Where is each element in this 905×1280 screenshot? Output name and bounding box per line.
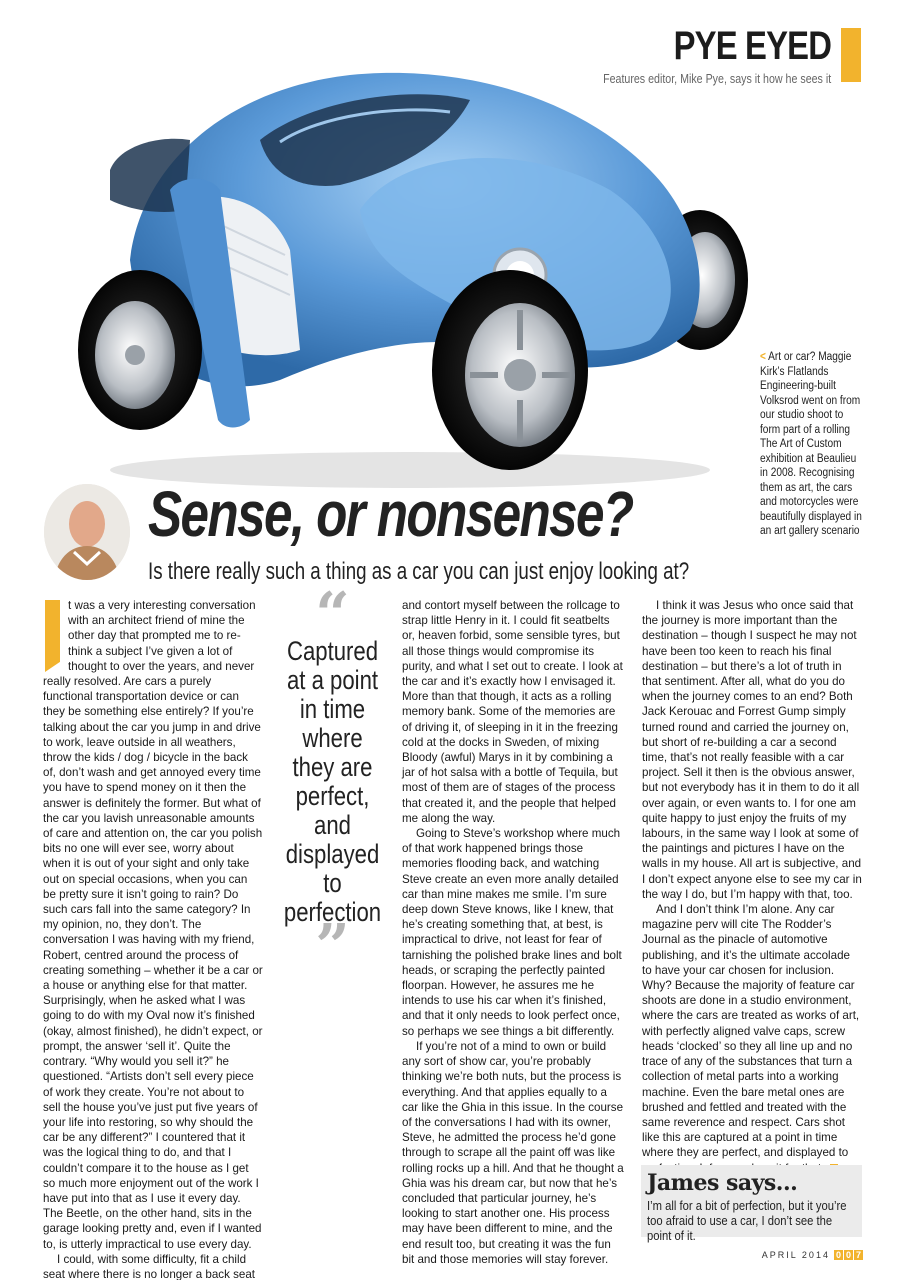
james-says-box bbox=[641, 1165, 862, 1243]
page-digit: 0 bbox=[835, 1250, 841, 1260]
issue-date: APRIL 2014 bbox=[761, 1250, 830, 1260]
body-column-4 bbox=[642, 598, 862, 1176]
drop-cap-i bbox=[45, 600, 60, 672]
caption-text: Art or car? Maggie Kirk’s Flatlands Engineering-built Volksrod went on from our studio shoot to form part of a rolling The Art of Custom exhibition at Beaulieu in 2008. Recognising them as art, the cars and motorcycles were beautifully displayed in an art gallery scenario bbox=[760, 351, 862, 537]
column-accent-bar bbox=[841, 28, 861, 82]
page-footer bbox=[762, 1250, 863, 1260]
body-paragraph: t was a very interesting conversation with an architect friend of mine the other day that prompted me to re-think a subject I’ve given a lot of thought to over the years, and never really resolved. Are cars a purely functional transportation device or can they be something else entirely? If you’re talking about the car you jump in and drive to work, leave outside in all weathers, throw the kids / dog / bicycle in the back of, don’t wash and get annoyed every time you have to spend money on it then the answer is definitely the former. But what of the car you lavish unreasonable amounts of care and attention on, the car you polish bits no one will ever see, worry about when it is out of your sight and only take out on special occasions, when you can be pretty sure it isn’t going to rain? Do such cars fall into the same category? In my opinion, no, they don’t. The conversation I was having with my friend, Robert, centred around the process of creating something – whether it be a car or a house or anything else for that matter. Surprisingly, when he asked what I was going to do with my Oval now it’s finished (okay, almost finished), he didn’t expect, or prompt, the answer ‘sell it’. Quite the contrary. “Why would you sell it?” he questioned. “Artists don’t sell every piece of work they create. You’re not about to sell the house you’ve just put five years of your life into restoring, so why should the car be any different?” I countered that it was the logical thing to do, and that I couldn’t compare it to the house as I get so much more enjoyment out of the work I have put into that as I use it every day. The Beetle, on the other hand, sits in the garage looking pretty and, even if I wanted to, is utterly impractical to use every day. bbox=[43, 599, 263, 1251]
body-paragraph: I think it was Jesus who once said that the journey is more important than the destination – though I suspect he may not have been too keen to reach his final destination – but there’s a lot of truth in that sentiment. After all, what do you do when the journey comes to an end? Both Jack Kerouac and Forrest Gump simply turned round and carried the journey on, but short of re-building a car a second time, that’s not really feasible with a car project. Sell it then is the obvious answer, but not everybody has it in them to do it all over again, or even wants to. I for one am quite happy to just enjoy the fruits of my labours, in the same way I look at some of the paintings and pictures I have on the walls in my house. All art is subjective, and I don’t expect anyone else to see my car in the way I do, but I’m happy with that, too. bbox=[642, 599, 862, 901]
james-says-text: I’m all for a bit of perfection, but it you’re too afraid to use a car, I don’t see the point of it. bbox=[647, 1199, 847, 1243]
column-subtitle: Features editor, Mike Pye, says it how he sees it bbox=[602, 71, 831, 86]
standfirst: Is there really such a thing as a car you can just enjoy looking at? bbox=[148, 558, 690, 585]
page-digit: 7 bbox=[855, 1250, 861, 1260]
pull-quote-text: Captured at a point in time where they are perfect, and displayed to perfection bbox=[283, 636, 382, 927]
open-quote-icon: “ bbox=[315, 580, 350, 650]
body-paragraph: I could, with some difficulty, fit a child seat where there is no longer a back seat bbox=[43, 1252, 256, 1280]
james-says-title: James says... bbox=[647, 1170, 798, 1196]
page-digit: 0 bbox=[845, 1250, 851, 1260]
body-paragraph bbox=[642, 902, 862, 1176]
image-caption bbox=[760, 350, 866, 539]
author-avatar bbox=[44, 484, 130, 580]
close-quote-icon: ” bbox=[315, 912, 350, 982]
body-column-3 bbox=[402, 598, 624, 1267]
body-paragraph: and contort myself between the rollcage to strap little Henry in it. I could fit seatbelts or, heaven forbid, some sensible tyres, but all those things would compromise its purity, and what I set out to create. I look at the car and it’s exactly how I envisaged it. More than that though, it acts as a rolling memory bank. Some of the memories are of driving it, of sleeping in it in the freezing cold at the docks in Sweden, of mixing Bloody (awful) Marys in it by combining a jar of hot salsa with a bottle of Tequila, but most of them are of stages of the process that created it, and the people that helped me along the way. bbox=[402, 599, 623, 825]
body-paragraph-text: And I don’t think I’m alone. Any car magazine perv will cite The Rodder’s Journal as the pinacle of automotive publishing, and it’s the ultimate accolade to have your car chosen for inclusion. Why? Because the majority of feature car shoots are done in a studio environment, where the cars are treated as works of art, with perfectly aligned valve caps, screw heads ‘clocked’ so they all line up and no trace of any of the substances that turn a collection of metal parts into a working machine. Even the bare metal ones are brushed and fettled and treated with the same reverence and respect. Cars shot like this are captured at a point in time where they are perfect, and displayed to bbox=[642, 903, 860, 1160]
page-number bbox=[834, 1250, 863, 1260]
body-column-1 bbox=[43, 598, 263, 1280]
chevron-left-icon: < bbox=[760, 351, 766, 363]
pull-quote bbox=[270, 580, 395, 982]
column-title: PYE EYED bbox=[673, 24, 831, 68]
body-paragraph: If you’re not of a mind to own or build any sort of show car, you’re probably thinking we’re both nuts, but the process is everything. And that applies equally to a car like the Ghia in this issue. In the course of the conversations I had with its owner, Steve, he admitted the process he’d gone through to scrape all the paint off was like rolling rocks up a hill. And that he thought a Ghia was his dream car, but now that he’s concluded that particular journey, he’s looking to start another one. His process may have been different to mine, and the end result too, but creating it was the fun bit and those memories will stay forever. bbox=[402, 1039, 624, 1266]
headline: Sense, or nonsense? bbox=[148, 478, 633, 550]
hero-car-image bbox=[50, 50, 750, 490]
body-paragraph: Going to Steve’s workshop where much of that work happened brings those memories flooding back, and watching Steve create an even more anally detailed car than mine makes me smile. I’m sure deep down Steve knows, like I knew, that he’s creating something that, at best, is impractical to drive, not least for fear of tarnishing the polished brake lines and bolt heads, or scraping the perfectly painted floorpan. However, he assures me he intends to use his car when it’s finished, and that it only needs to look perfect once, so perhaps we see things a bit differently. bbox=[402, 827, 622, 1038]
